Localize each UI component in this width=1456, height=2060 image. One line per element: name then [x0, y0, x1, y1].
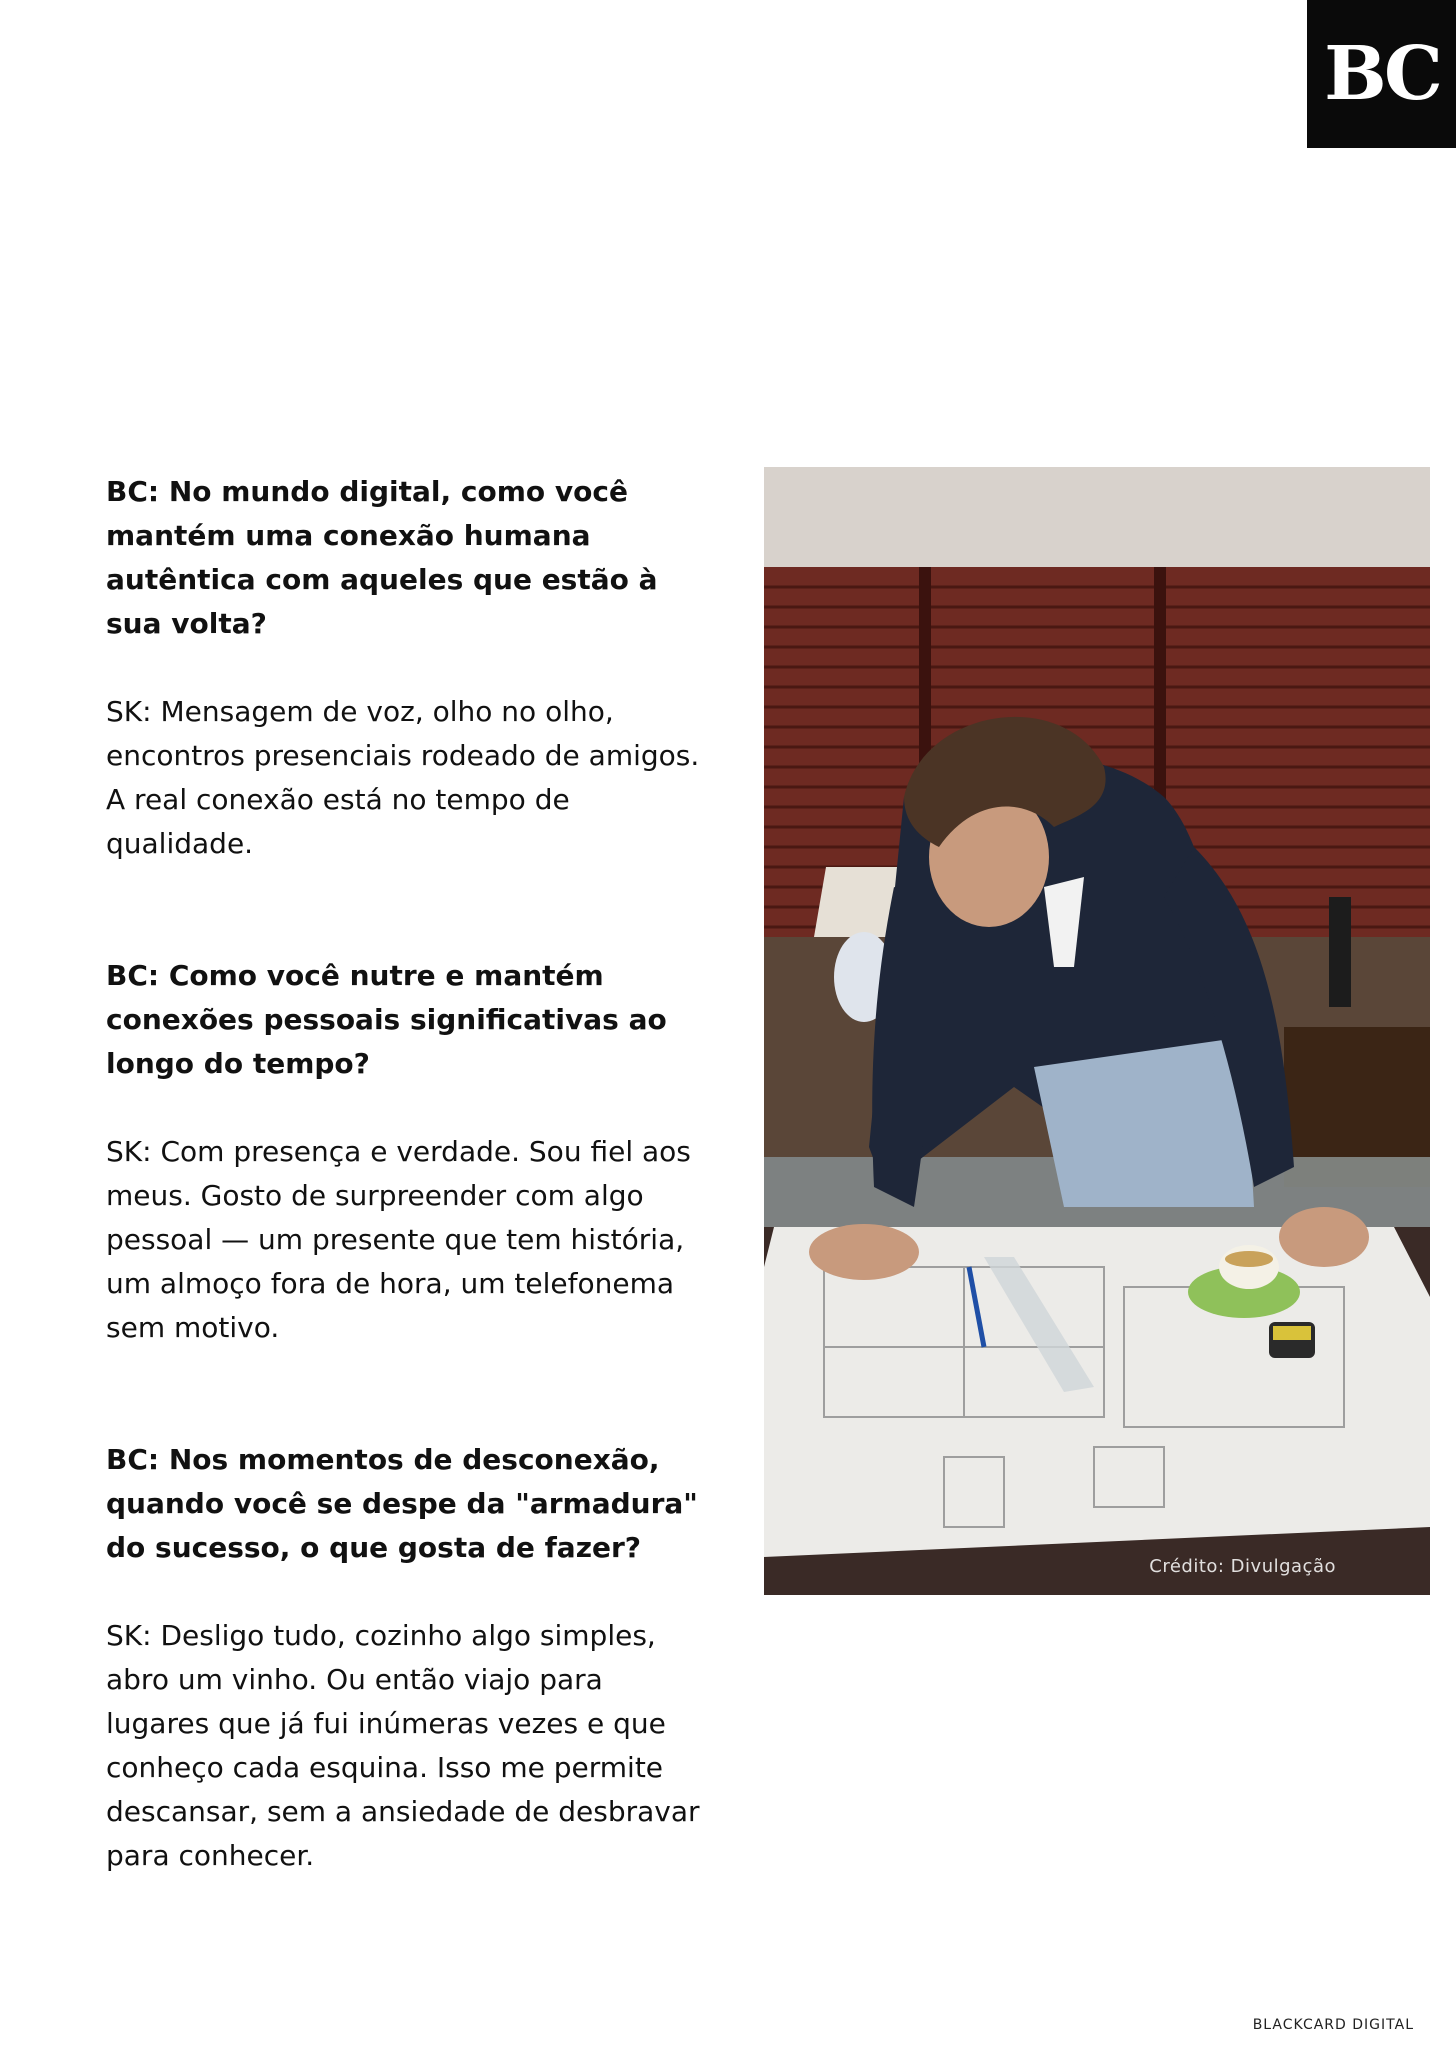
interview-text [106, 470, 706, 1878]
qa-block-1 [106, 470, 706, 866]
portrait-photo [764, 467, 1430, 1595]
qa-block-2 [106, 954, 706, 1350]
brand-logo: BC [1307, 0, 1456, 148]
question-3: BC: Nos momentos de desconexão, quando você se despe da "armadura" do sucesso, o que gosta de fazer? [106, 1443, 698, 1564]
question-2: BC: Como você nutre e mantém conexões pessoais significativas ao longo do tempo? [106, 959, 667, 1080]
photo-illustration [764, 467, 1430, 1595]
question-1: BC: No mundo digital, como você mantém uma conexão humana autêntica com aqueles que estão à sua volta? [106, 475, 658, 640]
answer-3: SK: Desligo tudo, cozinho algo simples, abro um vinho. Ou então viajo para lugares que já fui inúmeras vezes e que conheço cada esquina. Isso me permite descansar, sem a ansiedade de desbravar para conhecer. [106, 1619, 700, 1872]
qa-block-3 [106, 1438, 706, 1878]
answer-1: SK: Mensagem de voz, olho no olho, encontros presenciais rodeado de amigos. A real conexão está no tempo de qualidade. [106, 695, 700, 860]
photo-credit: Crédito: Divulgação [1149, 1556, 1336, 1577]
answer-2: SK: Com presença e verdade. Sou fiel aos meus. Gosto de surpreender com algo pessoal — um presente que tem história, um almoço fora de hora, um telefonema sem motivo. [106, 1135, 691, 1344]
footer-brand: BLACKCARD DIGITAL [1252, 2017, 1414, 2033]
